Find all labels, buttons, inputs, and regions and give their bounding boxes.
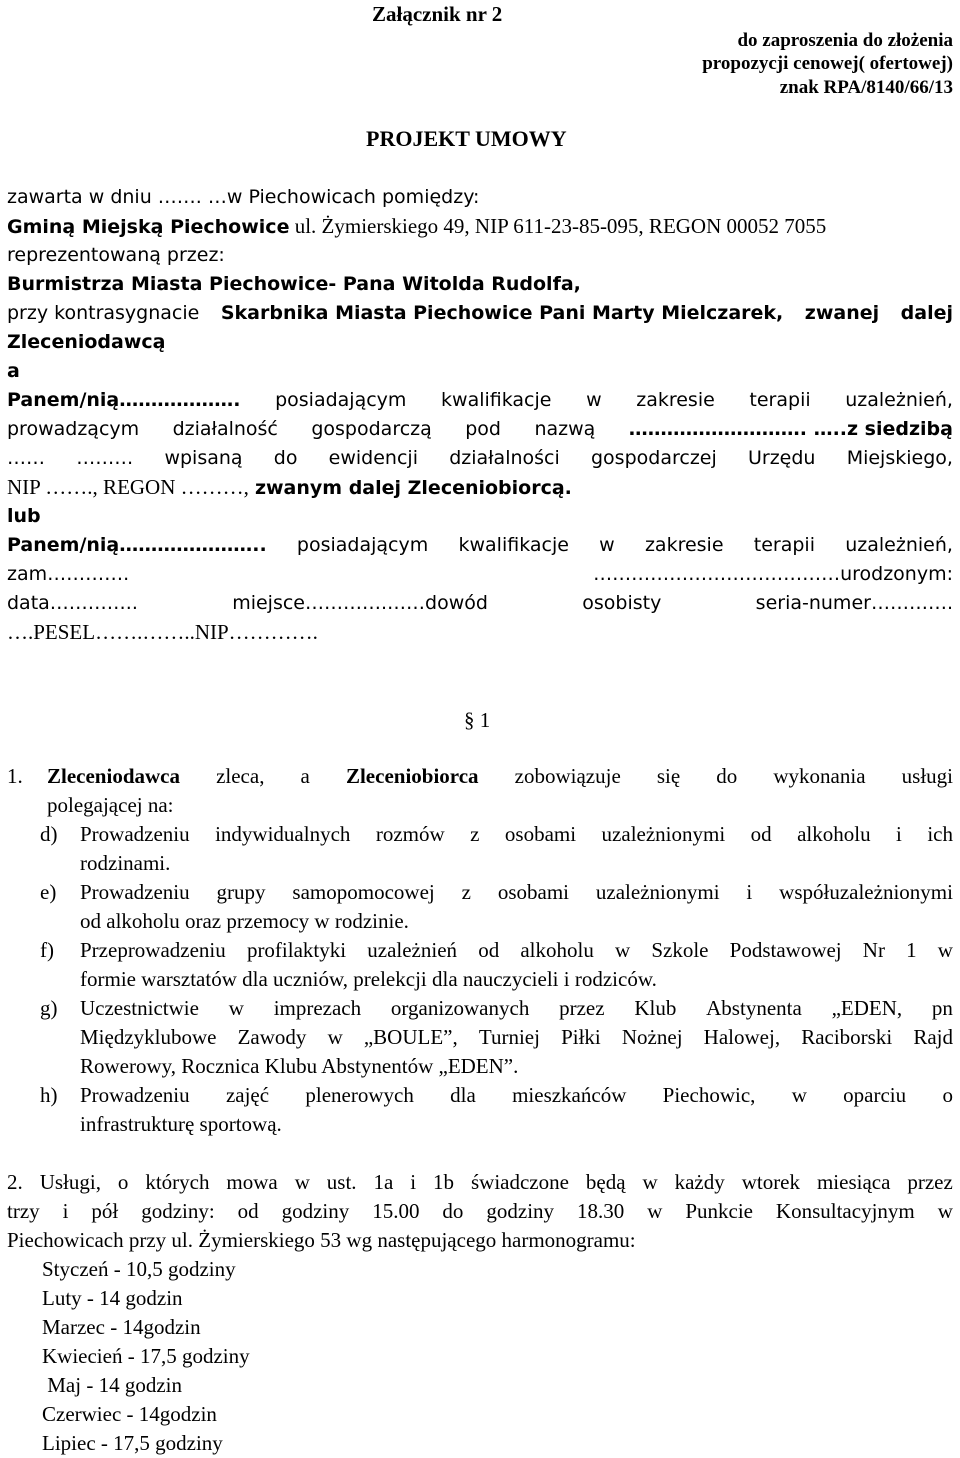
word: osobisty [582,592,662,614]
word: Punkcie [685,1199,753,1223]
word: Nr [862,938,885,962]
nip-regon-fields: NIP ……., REGON ………, [7,475,249,499]
word: alkoholu [797,822,871,846]
word: godziny [486,1199,555,1223]
word: a [300,764,310,788]
header-line-3: znak RPA/8140/66/13 [779,77,953,98]
item-line [80,820,953,849]
word: i [62,1199,69,1223]
attachment-title: Załącznik nr 2 [372,2,503,26]
word: będą [585,1170,626,1194]
item-marker: h) [40,1083,58,1107]
word: usługi [901,764,953,788]
word: w [586,389,602,411]
word: Zawody [237,1025,307,1049]
party2-line-4: ….PESEL…….……..NIP…………. [7,620,318,644]
word: zleca, [216,764,265,788]
party1-line-4 [7,473,953,502]
word: Usługi, [39,1170,101,1194]
word: grupy [216,880,266,904]
word: 15.00 [372,1199,420,1223]
word: Miejskiego, [846,447,953,469]
intro-line-1: zawarta w dniu ……. …w Piechowicach pomiędzy: [7,186,480,208]
item-line: infrastrukturę sportową. [80,1112,282,1136]
word: 2. [7,1170,23,1194]
header-line-1: do zaproszenia do złożenia [737,30,953,51]
word: godziny [281,1199,350,1223]
word: świadczone [470,1170,569,1194]
municipality-details: ul. Żymierskiego 49, NIP 611-23-85-095, REGON 00052 7055 [289,214,827,238]
word: Konsultacyjnym [775,1199,915,1223]
paragraph-1-number: 1. [7,764,23,788]
word: w [327,1025,343,1049]
party2-line-2 [7,560,953,589]
word: ich [927,822,953,846]
word: samopomocowej [292,880,435,904]
word: mieszkańców [512,1083,627,1107]
place-field: miejsce………….……dowód [232,592,488,614]
word: w [937,938,953,962]
word: uzależnionymi [595,880,720,904]
word: o [942,1083,953,1107]
paragraph-2-l1 [7,1168,953,1197]
word: uzależnionymi [601,822,726,846]
intro-line-2 [7,212,953,241]
principal-term: Zleceniodawca [47,764,180,788]
word: trzy [7,1199,40,1223]
word: Rajd [913,1025,953,1049]
word: mowa [226,1170,278,1194]
word: miesiąca [816,1170,891,1194]
word: osobami [497,880,570,904]
item-line: rodzinami. [80,851,171,875]
contractor-term: Zleceniobiorca [345,764,479,788]
word: godziny: [141,1199,215,1223]
word: pod [465,418,501,440]
intro-line-3: reprezentowaną przez: [7,244,225,266]
document-title: PROJEKT UMOWY [366,126,567,151]
word: Halowej, [703,1025,781,1049]
word: się [656,764,681,788]
word: prowadzącym [7,418,140,440]
called-word: zwanej [804,302,880,324]
word: Uczestnictwie [80,996,199,1020]
word: każdy [674,1170,725,1194]
word: dla [450,1083,476,1107]
word: Piłki [561,1025,601,1049]
word: działalność [172,418,278,440]
date-field: data………….. [7,592,138,614]
word: współuzależnionymi [779,880,953,904]
word: terapii [749,389,811,411]
word: w [599,534,615,556]
word: uzależnień, [845,534,953,556]
word: zakresie [636,389,715,411]
paragraph-1-line-1 [47,762,953,791]
word: kwalifikacje [441,389,552,411]
word: alkoholu [520,938,594,962]
party2-line-3 [7,589,953,618]
word: Prowadzeniu [80,1083,190,1107]
word: wykonania [773,764,866,788]
word: oparciu [843,1083,907,1107]
party1-line-3 [7,444,953,473]
party1-name-field: Panem/nią………………. [7,389,241,411]
word: o [117,1170,129,1194]
word: terapii [753,534,815,556]
word: uzależnień [367,938,458,962]
word: Przeprowadzeniu [80,938,226,962]
word: kwalifikacje [458,534,569,556]
word: Piechowic, [662,1083,756,1107]
word: posiadającym [296,534,429,556]
municipality-name: Gminą Miejską Piechowice [7,216,290,238]
word: Klub [634,996,677,1020]
mayor-name: Burmistrza Miasta Piechowice- Pana Witolda Rudolfa, [7,273,581,295]
seat-field: ………………………. …..z siedzibą [628,418,953,440]
word: do [716,764,738,788]
word: od [750,822,772,846]
word: zobowiązuje [514,764,621,788]
header-line-2: propozycji cenowej( ofertowej) [702,53,953,74]
word: 18.30 [576,1199,625,1223]
word: ewidencji [328,447,418,469]
word: Urzędu [747,447,816,469]
word: i [410,1170,417,1194]
principal-label: Zleceniodawcą [7,331,166,353]
schedule-item: Marzec - 14godzin [42,1315,201,1339]
conjunction-a: a [7,360,20,382]
word: z [470,822,480,846]
party1-line-2 [7,415,953,444]
word: w [294,1170,310,1194]
schedule-item: Styczeń - 10,5 godziny [42,1257,236,1281]
word: w [647,1199,663,1223]
item-line: Rowerowy, Rocznica Klubu Abstynentów „EDEN”. [80,1054,519,1078]
party2-line-1 [7,531,953,560]
word: „BOULE”, [363,1025,458,1049]
party1-line-1 [7,386,953,415]
word: przez [907,1170,953,1194]
item-line [80,936,953,965]
party2-name-field: Panem/nią………………….. [7,534,267,556]
item-marker: e) [40,880,57,904]
word: uzależnień, [845,389,953,411]
address-field: zam…………. [7,563,130,585]
word: Abstynenta [706,996,802,1020]
word: pn [931,996,953,1020]
word: w [642,1170,658,1194]
word: gospodarczej [591,447,717,469]
birth-field: …………………………………urodzonym: [593,563,953,585]
word: w [791,1083,807,1107]
item-marker: f) [40,938,54,962]
word: w [937,1199,953,1223]
word: …… [7,447,45,469]
word: Raciborski [801,1025,893,1049]
paragraph-1-line-2: polegającej na: [47,793,174,817]
word: których [145,1170,210,1194]
word: wtorek [741,1170,801,1194]
word: Turniej [478,1025,540,1049]
item-line [80,878,953,907]
word: pół [91,1199,119,1223]
schedule-item: Luty - 14 godzin [42,1286,183,1310]
item-line [80,1081,953,1110]
paragraph-2-l3: Piechowicach przy ul. Żymierskiego 53 wg następującego harmonogramu: [7,1228,636,1252]
treasurer-name: Skarbnika Miasta Piechowice Pani Marty Mielczarek, [220,302,784,324]
schedule-item: Lipiec - 17,5 godziny [42,1431,223,1455]
item-line: od alkoholu oraz przemocy w rodzinie. [80,909,409,933]
further-word: dalej [900,302,953,324]
word: do [442,1199,464,1223]
word: Nożnej [621,1025,683,1049]
word: Szkole [651,938,709,962]
word: w [228,996,244,1020]
contractor-label: zwanym dalej Zleceniobiorcą. [254,477,572,499]
section-1-mark: § 1 [464,708,491,732]
countersign-label: przy kontrasygnacie [7,302,200,324]
word: w [615,938,631,962]
schedule-item: Maj - 14 godzin [42,1373,182,1397]
word: wpisaną [164,447,243,469]
schedule-item: Czerwiec - 14godzin [42,1402,217,1426]
schedule-item: Kwiecień - 17,5 godziny [42,1344,250,1368]
word: nazwą [534,418,596,440]
word: od [478,938,500,962]
word: rozmów [375,822,445,846]
word: i [896,822,902,846]
word: 1a [373,1170,394,1194]
paragraph-2-l2 [7,1197,953,1226]
item-line: formie warsztatów dla uczniów, prelekcji dla nauczycieli i rodziców. [80,967,657,991]
word: ……… [76,447,134,469]
word: imprezach [273,996,362,1020]
word: Prowadzeniu [80,822,190,846]
word: 1b [433,1170,455,1194]
item-marker: g) [40,996,58,1020]
word: osobami [504,822,577,846]
word: Międzyklubowe [80,1025,217,1049]
word: indywidualnych [215,822,351,846]
word: plenerowych [305,1083,414,1107]
word: profilaktyki [246,938,347,962]
word: ust. [326,1170,357,1194]
item-line [80,1023,953,1052]
intro-line-5 [7,299,953,328]
word: 1 [906,938,917,962]
word: od [237,1199,259,1223]
item-line [80,994,953,1023]
word: Podstawowej [729,938,842,962]
word: zajęć [225,1083,270,1107]
or-label: lub [7,505,41,527]
word: posiadającym [275,389,407,411]
word: zakresie [644,534,724,556]
item-marker: d) [40,822,58,846]
word: gospodarczą [311,418,432,440]
word: organizowanych [390,996,530,1020]
word: przez [559,996,605,1020]
word: do [273,447,298,469]
word: z [461,880,471,904]
word: działalności [449,447,560,469]
word: i [746,880,753,904]
word: „EDEN, [831,996,903,1020]
id-number-field: seria-numer…………. [755,592,953,614]
word: Prowadzeniu [80,880,190,904]
